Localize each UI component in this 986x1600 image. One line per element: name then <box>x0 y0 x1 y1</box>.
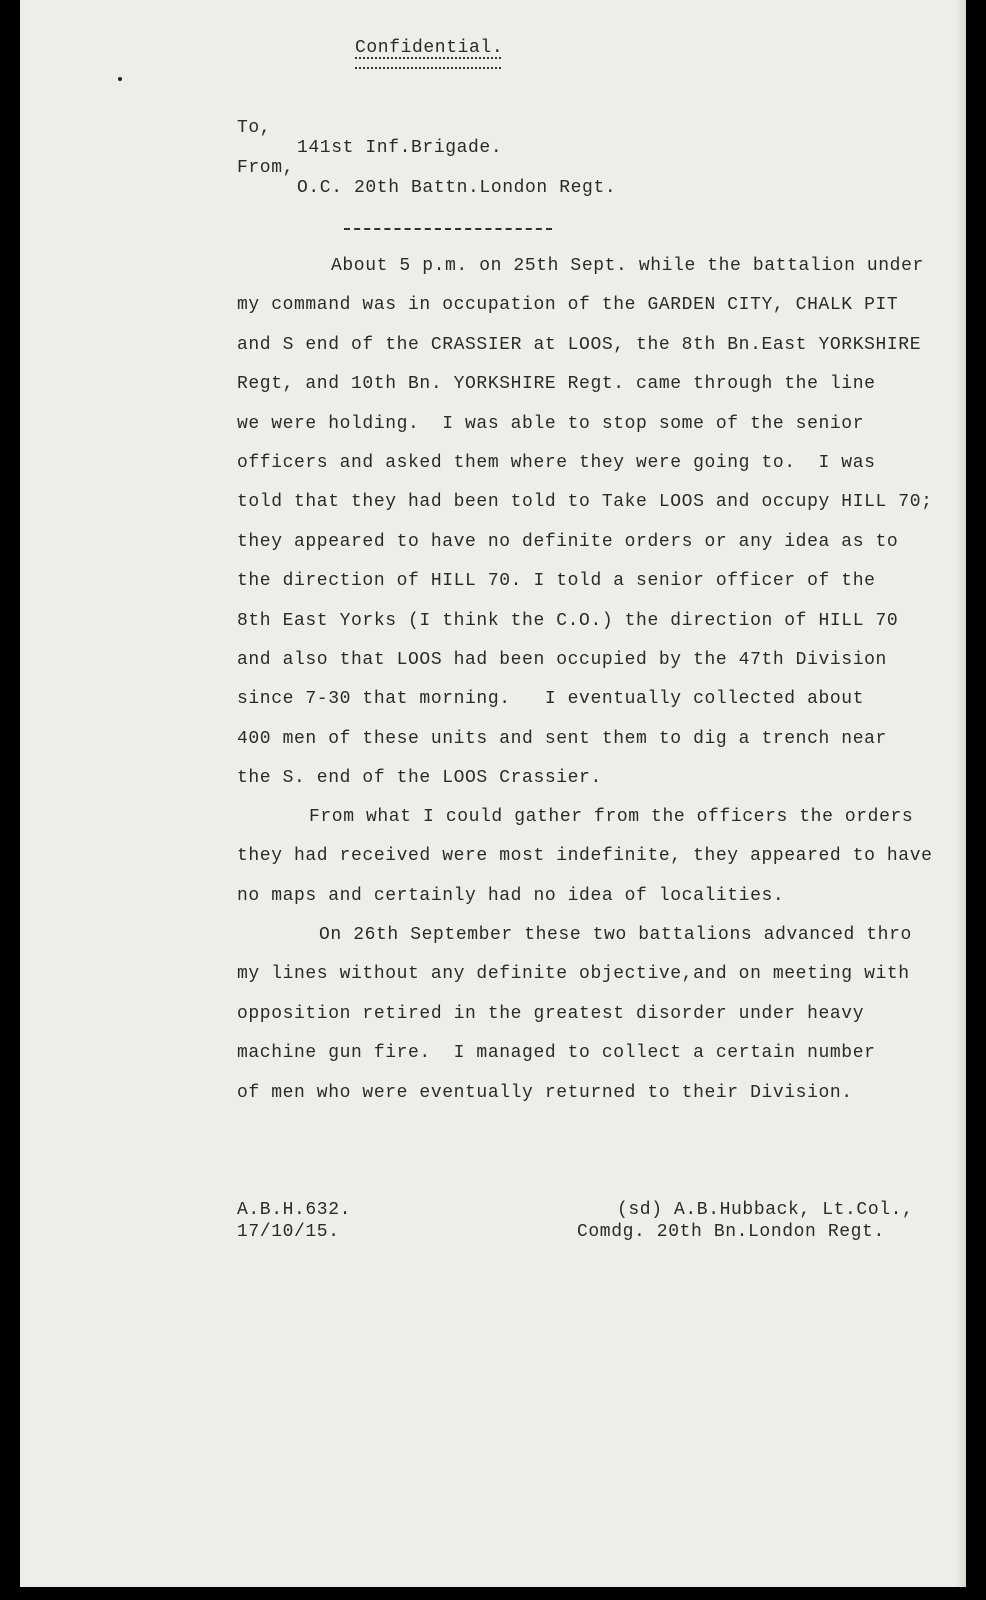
paragraph-line: my lines without any definite objective,and on meeting with <box>237 964 910 985</box>
paragraph-line: About 5 p.m. on 25th Sept. while the battalion under <box>331 256 924 276</box>
document-date: 17/10/15. <box>237 1222 340 1242</box>
separator-rule <box>344 228 552 230</box>
paragraph-line: we were holding. I was able to stop some of the senior <box>237 413 865 434</box>
paragraph-line: they appeared to have no definite orders or any idea as to <box>237 531 899 552</box>
paragraph-line: 400 men of these units and sent them to dig a trench near <box>237 728 887 749</box>
paragraph-line: the S. end of the LOOS Crassier. <box>237 768 602 789</box>
paragraph-line: they had received were most indefinite, they appeared to have <box>237 846 933 867</box>
signature-title: Comdg. 20th Bn.London Regt. <box>577 1222 885 1242</box>
paragraph-line: told that they had been told to Take LOOS and occupy HILL 70; <box>237 492 933 513</box>
signature-block <box>577 1199 913 1243</box>
paragraph-line: officers and asked them where they were going to. I was <box>237 452 876 473</box>
paragraph-line: opposition retired in the greatest disorder under heavy <box>237 1003 865 1024</box>
paragraph-line: since 7-30 that morning. I eventually collected about <box>237 689 865 710</box>
paragraph-line: my command was in occupation of the GARDEN CITY, CHALK PIT <box>237 295 899 316</box>
confidential-heading: Confidential. <box>355 38 504 58</box>
document-page <box>20 0 966 1587</box>
heading-double-underline <box>355 57 501 69</box>
reference-number: A.B.H.632. <box>237 1200 352 1220</box>
paragraph-3 <box>237 924 966 1121</box>
to-recipient: 141st Inf.Brigade. <box>297 138 503 158</box>
paragraph-line: no maps and certainly had no idea of localities. <box>237 885 785 906</box>
to-label: To, <box>237 118 272 138</box>
signature-name: (sd) A.B.Hubback, Lt.Col., <box>617 1200 914 1220</box>
ink-speck <box>118 77 122 81</box>
paragraph-2 <box>237 806 966 924</box>
paragraph-line: and S end of the CRASSIER at LOOS, the 8th Bn.East YORKSHIRE <box>237 334 922 355</box>
paragraph-line: of men who were eventually returned to their Division. <box>237 1082 853 1103</box>
paragraph-line: machine gun fire. I managed to collect a certain number <box>237 1043 876 1064</box>
paragraph-line: and also that LOOS had been occupied by the 47th Division <box>237 649 887 670</box>
from-sender: O.C. 20th Battn.London Regt. <box>297 178 617 198</box>
paragraph-line: the direction of HILL 70. I told a senior officer of the <box>237 571 876 592</box>
paragraph-line: On 26th September these two battalions advanced thro <box>319 925 912 945</box>
paragraph-line: Regt, and 10th Bn. YORKSHIRE Regt. came through the line <box>237 374 876 395</box>
paragraph-line: From what I could gather from the officers the orders <box>309 807 914 827</box>
from-label: From, <box>237 158 295 178</box>
paragraph-1 <box>237 255 966 806</box>
paragraph-line: 8th East Yorks (I think the C.O.) the direction of HILL 70 <box>237 610 899 631</box>
footer-reference-block <box>237 1199 351 1243</box>
